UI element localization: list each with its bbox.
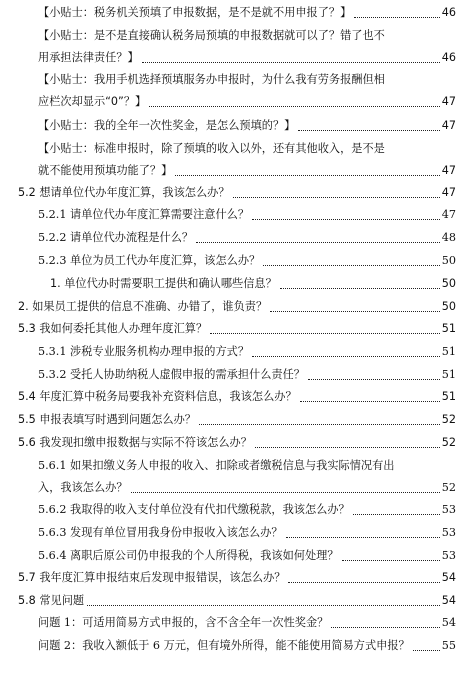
- toc-entry-title: 应栏次却显示“0”？】: [38, 95, 147, 108]
- toc-entry[interactable]: [38, 25, 456, 69]
- toc-entry[interactable]: [38, 341, 456, 363]
- toc-entry[interactable]: [18, 590, 456, 612]
- dot-leader: [280, 287, 440, 289]
- toc-entry[interactable]: [38, 522, 456, 544]
- toc-entry-title: 【小贴士：我的全年一次性奖金，是怎么预填的？】: [38, 119, 296, 132]
- dot-leader: [199, 423, 440, 425]
- toc-page-number: 53: [441, 549, 456, 562]
- toc-entry-title: 5.3 我如何委托其他人办理年度汇算？: [18, 322, 208, 335]
- dot-leader: [175, 174, 439, 176]
- toc-page-number: 51: [441, 345, 456, 358]
- toc-entry-title: 5.6 我发现扣缴申报数据与实际不符该怎么办？: [18, 436, 252, 449]
- dot-leader: [286, 536, 440, 538]
- dot-leader: [300, 400, 440, 402]
- toc-entry-title: 就不能使用预填功能了？】: [38, 164, 173, 177]
- dot-leader: [233, 196, 440, 198]
- toc-page-number: 52: [441, 436, 456, 449]
- toc-entry[interactable]: [18, 432, 456, 454]
- toc-entry-title: 【小贴士：标准申报时，除了预填的收入以外，还有其他收入，是不是: [38, 142, 385, 155]
- toc-entry[interactable]: [38, 250, 456, 272]
- toc-page-number: 47: [441, 119, 456, 132]
- toc-entry-title: 5.3.1 涉税专业服务机构办理申报的方式？: [38, 345, 250, 358]
- dot-leader: [210, 332, 440, 334]
- toc-page-number: 55: [441, 639, 456, 652]
- toc-page-number: 47: [441, 164, 456, 177]
- dot-leader: [196, 241, 440, 243]
- toc-entry-title: 5.3.2 受托人协助纳税人虚假申报的需承担什么责任？: [38, 368, 305, 381]
- toc-entry[interactable]: [18, 182, 456, 204]
- toc-entry-title: 【小贴士：我用手机选择预填服务办申报时，为什么我有劳务报酬但相: [38, 73, 385, 86]
- toc-entry[interactable]: [38, 115, 456, 137]
- toc-entry[interactable]: [38, 455, 456, 499]
- dot-leader: [252, 355, 440, 357]
- toc-entry[interactable]: [38, 364, 456, 386]
- toc-page-number: 51: [441, 390, 456, 403]
- toc-entry[interactable]: [38, 635, 456, 657]
- toc-entry-title: 【小贴士：税务机关预填了申报数据，是不是就不用申报了？】: [38, 6, 352, 19]
- dot-leader: [255, 446, 440, 448]
- toc-page-number: 52: [441, 413, 456, 426]
- toc-entry[interactable]: [18, 567, 456, 589]
- toc-page-number: 46: [441, 51, 456, 64]
- dot-leader: [413, 649, 440, 651]
- toc-entry-title: 5.2 想请单位代办年度汇算，我该怎么办？: [18, 186, 230, 199]
- toc-entry-title: 【小贴士：是不是直接确认税务局预填的申报数据就可以了？错了也不: [38, 29, 385, 42]
- toc-page-number: 51: [441, 322, 456, 335]
- toc-entry-title: 5.4 年度汇算中税务局要我补充资料信息，我该怎么办？: [18, 390, 297, 403]
- toc-entry[interactable]: [38, 612, 456, 634]
- toc-page-number: 54: [441, 594, 456, 607]
- dot-leader: [149, 105, 440, 107]
- toc-entry-title: 2. 如果员工提供的信息不准确、办错了，谁负责？: [18, 300, 268, 313]
- toc-entry-title: 5.5 申报表填写时遇到问题怎么办？: [18, 413, 196, 426]
- toc-page-number: 53: [441, 526, 456, 539]
- toc-page-number: 47: [441, 186, 456, 199]
- dot-leader: [87, 604, 440, 606]
- toc-page-number: 50: [441, 277, 456, 290]
- dot-leader: [270, 310, 440, 312]
- dot-leader: [354, 16, 439, 18]
- toc-entry[interactable]: [38, 138, 456, 182]
- dot-leader: [331, 626, 439, 628]
- toc-entry[interactable]: [38, 69, 456, 113]
- toc-entry-title: 5.6.4 离职后原公司仍申报我的个人所得税，我该如何处理？: [38, 549, 339, 562]
- toc-entry[interactable]: [18, 386, 456, 408]
- toc-entry-title: 5.2.1 请单位代办年度汇算需要注意什么？: [38, 208, 250, 221]
- toc-entry[interactable]: [18, 409, 456, 431]
- toc-entry[interactable]: [50, 273, 456, 295]
- dot-leader: [308, 378, 440, 380]
- toc-entry-title: 问题 1：可适用简易方式申报的，含不含全年一次性奖金？: [38, 616, 329, 629]
- toc-page-number: 53: [441, 503, 456, 516]
- toc-entry-title: 5.6.1 如果扣缴义务人申报的收入、扣除或者缴税信息与我实际情况有出: [38, 459, 395, 472]
- toc-entry[interactable]: [38, 2, 456, 24]
- toc-entry[interactable]: [18, 296, 456, 318]
- toc-entry-title: 5.7 我年度汇算申报结束后发现申报错误，该怎么办？: [18, 571, 286, 584]
- toc-entry-title: 用承担法律责任？】: [38, 51, 139, 64]
- toc-entry-title: 问题 2：我收入额低于 6 万元，但有境外所得，能不能使用简易方式申报？: [38, 639, 410, 652]
- toc-entry-title: 5.6.3 发现有单位冒用我身份申报收入该怎么办？: [38, 526, 283, 539]
- toc-page-number: 48: [441, 231, 456, 244]
- toc-page-number: 54: [441, 571, 456, 584]
- toc-page-number: 52: [441, 481, 456, 494]
- toc-entry-title: 1. 单位代办时需要职工提供和确认哪些信息？: [50, 277, 277, 290]
- toc-page-number: 51: [441, 368, 456, 381]
- dot-leader: [252, 218, 440, 220]
- toc-entry[interactable]: [38, 545, 456, 567]
- toc-entry-title: 5.8 常见问题: [18, 594, 85, 607]
- toc-page-number: 46: [441, 6, 456, 19]
- dot-leader: [131, 491, 440, 493]
- toc-entry-title: 5.6.2 我取得的收入支付单位没有代扣代缴税款，我该怎么办？: [38, 503, 350, 516]
- dot-leader: [298, 129, 439, 131]
- toc-entry[interactable]: [38, 204, 456, 226]
- toc-page-number: 47: [441, 95, 456, 108]
- toc-entry-title: 5.2.2 请单位代办流程是什么？: [38, 231, 194, 244]
- dot-leader: [263, 264, 440, 266]
- toc-entry[interactable]: [18, 318, 456, 340]
- dot-leader: [288, 581, 439, 583]
- toc-page-number: 47: [441, 208, 456, 221]
- dot-leader: [353, 513, 440, 515]
- toc-page-number: 50: [441, 254, 456, 267]
- toc-entry[interactable]: [38, 499, 456, 521]
- toc-entry-title: 入，我该怎么办？: [38, 481, 128, 494]
- toc-entry-title: 5.2.3 单位为员工代办年度汇算，该怎么办？: [38, 254, 261, 267]
- dot-leader: [342, 559, 440, 561]
- toc-page-number: 50: [441, 300, 456, 313]
- dot-leader: [142, 61, 440, 63]
- toc-entry[interactable]: [38, 227, 456, 249]
- toc-page-number: 54: [441, 616, 456, 629]
